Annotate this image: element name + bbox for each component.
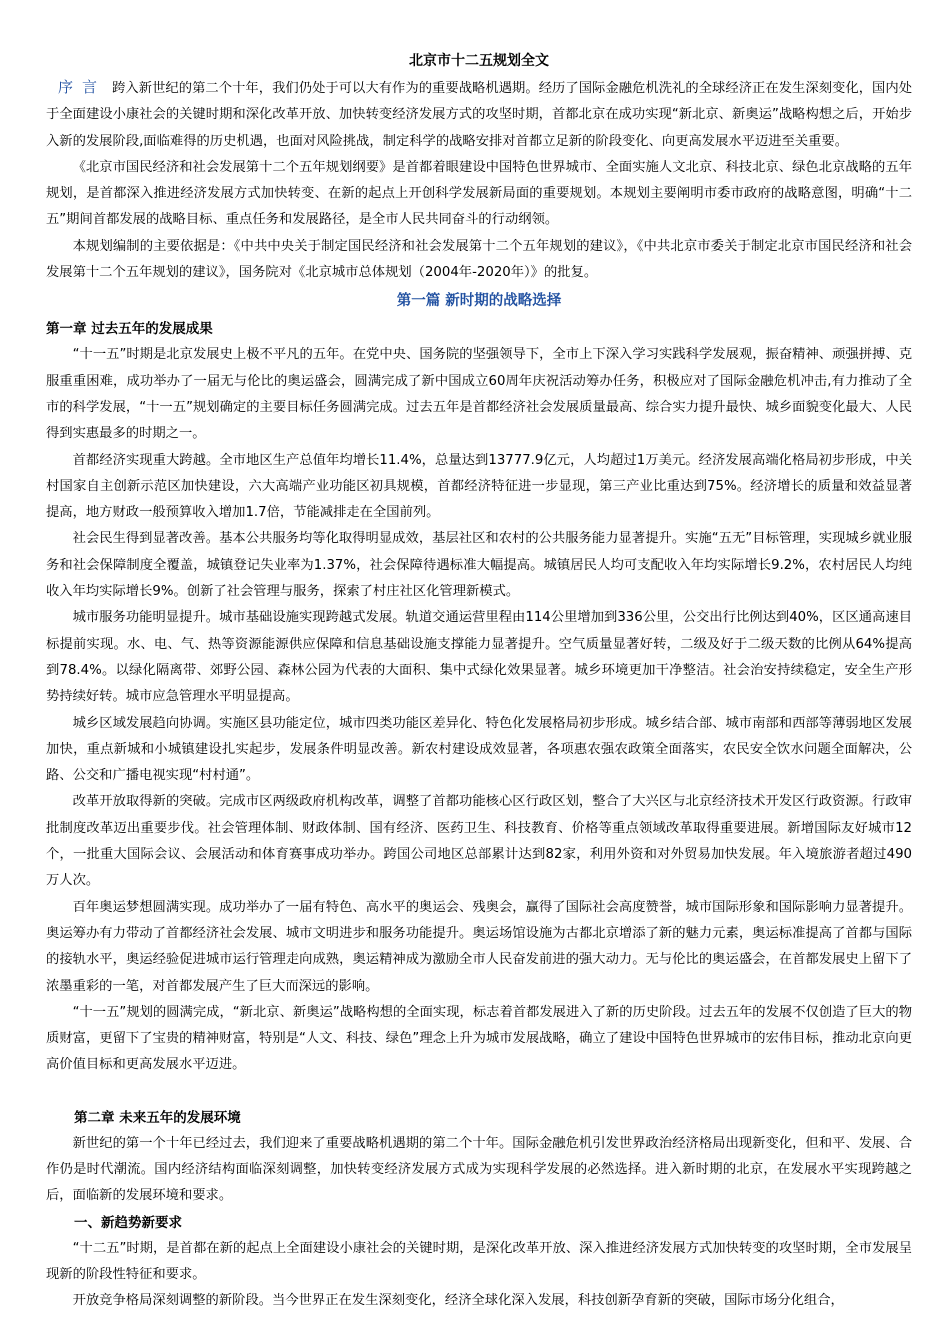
preface-paragraph-1 <box>46 74 912 155</box>
preface-paragraph-2: 《北京市国民经济和社会发展第十二个五年规划纲要》是首都着眼建设中国特色世界城市、全面实施人文北京、科技北京、绿色北京战略的五年规划，是首都深入推进经济发展方式加快转变、在新的起点上开创科学发展新局面的重要规划。本规划主要阐明市委市政府的战略意图，明确“十二五”期间首都发展的战略目标、重点任务和发展路径，是全市人民共同奋斗的行动纲领。 <box>46 159 912 228</box>
chapter-1-paragraph: 城市服务功能明显提升。城市基础设施实现跨越式发展。轨道交通运营里程由114公里增加到336公里，公交出行比例达到40%，区区通高速目标提前实现。水、电、气、热等资源能源供应保障和信息基础设施支撑能力显著提升。空气质量显著好转，二级及好于二级天数的比例从64%提高到78.4%。以绿化隔离带、郊野公园、森林公园为代表的大面积、集中式绿化效果显著。城乡环境更加干净整洁。社会治安持续稳定，安全生产形势持续好转。城市应急管理水平明显提高。 <box>46 610 912 705</box>
blank-line <box>46 1079 912 1105</box>
section-title: 一、新趋势新要求 <box>74 1214 182 1231</box>
part-title: 第一篇 新时期的战略选择 <box>396 293 562 310</box>
document-page <box>46 48 912 1314</box>
chapter-1-paragraph: “十一五”规划的圆满完成，“新北京、新奥运”战略构想的全面实现，标志着首都发展进入了新的历史阶段。过去五年的发展不仅创造了巨大的物质财富，更留下了宝贵的精神财富，特别是“人文、科技、绿色”理念上升为城市发展战略，确立了建设中国特色世界城市的宏伟目标，推动北京向更高价值目标和更高发展水平迈进。 <box>46 1004 912 1073</box>
chapter-1-title: 第一章 过去五年的发展成果 <box>46 321 213 338</box>
chapter-2-title: 第二章 未来五年的发展环境 <box>74 1109 241 1126</box>
preface-text-1: 跨入新世纪的第二个十年，我们仍处于可以大有作为的重要战略机遇期。经历了国际金融危机洗礼的全球经济正在发生深刻变化，国内处于全面建设小康社会的关键时期和深化改革开放、加快转变经济发展方式的攻坚时期，首都北京在成功实现“新北京、新奥运”战略构想之后，开始步入新的发展阶段,面临难得的历史机遇，也面对风险挑战，制定科学的战略安排对首都立足新的阶段变化、向更高发展水平迈进至关重要。 <box>46 81 912 149</box>
chapter-1-paragraph: “十一五”时期是北京发展史上极不平凡的五年。在党中央、国务院的坚强领导下，全市上下深入学习实践科学发展观，振奋精神、顽强拼搏、克服重重困难，成功举办了一届无与伦比的奥运盛会，圆满完成了新中国成立60周年庆祝活动筹办任务，积极应对了国际金融危机冲击,有力推动了全市的科学发展，“十一五”规划确定的主要目标任务圆满完成。过去五年是首都经济社会发展质量最高、综合实力提升最快、城乡面貌变化最大、人民得到实惠最多的时期之一。 <box>46 347 912 442</box>
chapter-1-paragraph: 社会民生得到显著改善。基本公共服务均等化取得明显成效，基层社区和农村的公共服务能力显著提升。实施“五无”目标管理，实现城乡就业服务和社会保障制度全覆盖，城镇登记失业率为1.37%，社会保障待遇标准大幅提高。城镇居民人均可支配收入年均实际增长9.2%，农村居民人均纯收入年均实际增长9%。创新了社会管理与服务，探索了村庄社区化管理新模式。 <box>46 531 912 600</box>
section-paragraph: “十二五”时期，是首都在新的起点上全面建设小康社会的关键时期，是深化改革开放、深入推进经济发展方式加快转变的攻坚时期，全市发展呈现新的阶段性特征和要求。 <box>46 1240 912 1282</box>
section-paragraph: 开放竞争格局深刻调整的新阶段。当今世界正在发生深刻变化，经济全球化深入发展，科技创新孕育新的突破，国际市场分化组合， <box>72 1293 844 1309</box>
chapter-1-paragraph: 城乡区域发展趋向协调。实施区县功能定位，城市四类功能区差异化、特色化发展格局初步形成。城乡结合部、城市南部和西部等薄弱地区发展加快，重点新城和小城镇建设扎实起步，发展条件明显改善。新农村建设成效显著，各项惠农强农政策全面落实，农民安全饮水问题全面解决，公路、公交和广播电视实现“村村通”。 <box>46 715 912 784</box>
preface-label: 序言 <box>58 78 107 96</box>
chapter-1-paragraph: 首都经济实现重大跨越。全市地区生产总值年均增长11.4%，总量达到13777.9亿元，人均超过1万美元。经济发展高端化格局初步形成，中关村国家自主创新示范区加快建设，六大高端产业功能区初具规模，首都经济特征进一步显现，第三产业比重达到75%。经济增长的质量和效益显著提高，地方财政一般预算收入增加1.7倍，节能减排走在全国前列。 <box>46 452 912 521</box>
chapter-2-intro: 新世纪的第一个十年已经过去，我们迎来了重要战略机遇期的第二个十年。国际金融危机引发世界政治经济格局出现新变化，但和平、发展、合作仍是时代潮流。国内经济结构面临深刻调整，加快转变经济发展方式成为实现科学发展的必然选择。进入新时期的北京，在发展水平实现跨越之后，面临新的发展环境和要求。 <box>46 1135 912 1204</box>
chapter-1-paragraph: 改革开放取得新的突破。完成市区两级政府机构改革，调整了首都功能核心区行政区划，整合了大兴区与北京经济技术开发区行政资源。行政审批制度改革迈出重要步伐。社会管理体制、财政体制、国有经济、医药卫生、科技教育、价格等重点领域改革取得重要进展。新增国际友好城市12个，一批重大国际会议、会展活动和体育赛事成功举办。跨国公司地区总部累计达到82家，利用外资和对外贸易加快发展。年入境旅游者超过490万人次。 <box>46 794 912 889</box>
chapter-1-paragraph: 百年奥运梦想圆满实现。成功举办了一届有特色、高水平的奥运会、残奥会，赢得了国际社会高度赞誉，城市国际形象和国际影响力显著提升。奥运筹办有力带动了首都经济社会发展、城市文明进步和服务功能提升。奥运场馆设施为古都北京增添了新的魅力元素，奥运标准提高了首都与国际的接轨水平，奥运经验促进城市运行管理走向成熟，奥运精神成为激励全市人民奋发前进的强大动力。无与伦比的奥运盛会，在首都发展史上留下了浓墨重彩的一笔，对首都发展产生了巨大而深远的影响。 <box>46 899 912 994</box>
document-title: 北京市十二五规划全文 <box>409 53 549 69</box>
preface-paragraph-3: 本规划编制的主要依据是：《中共中央关于制定国民经济和社会发展第十二个五年规划的建议》，《中共北京市委关于制定北京市国民经济和社会发展第十二个五年规划的建议》，国务院对《北京城市总体规划（2004年-2020年）》的批复。 <box>46 238 912 281</box>
